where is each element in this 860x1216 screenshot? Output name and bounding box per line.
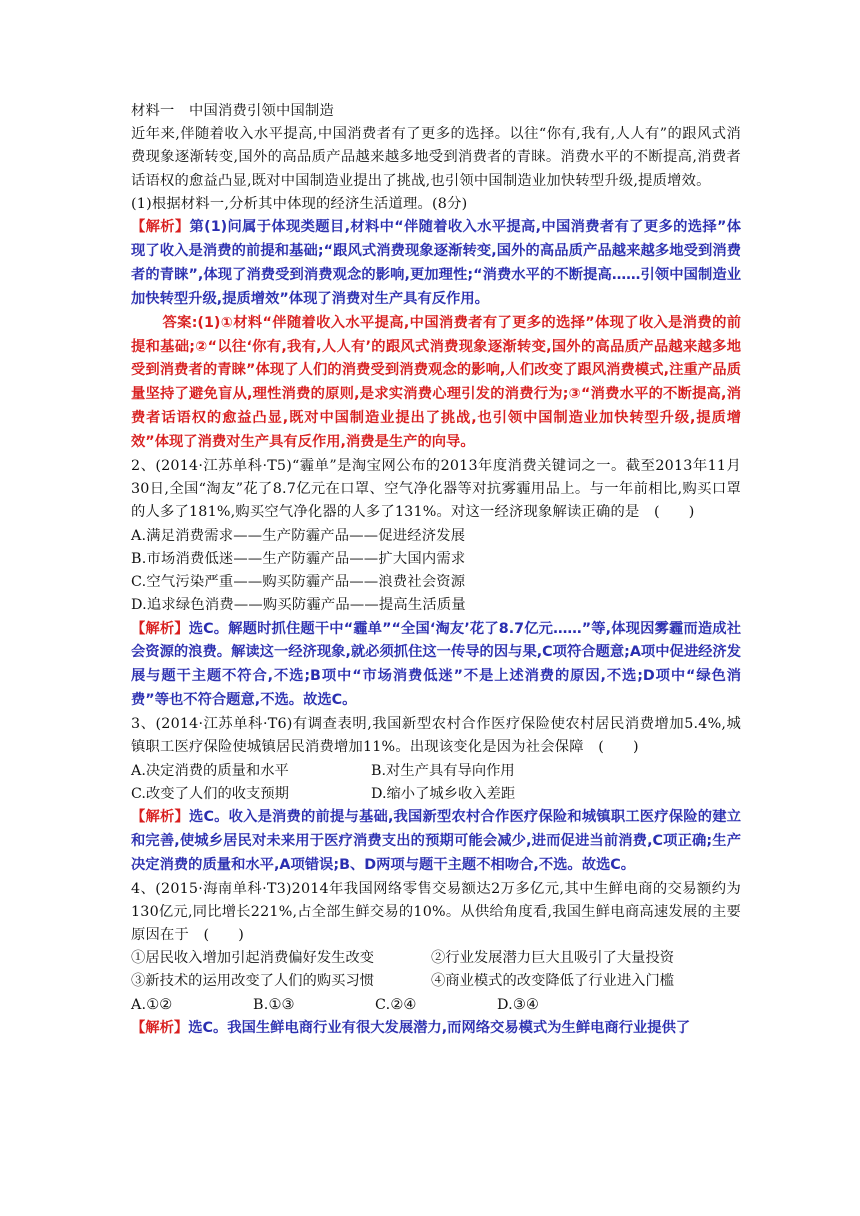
- analysis-tag: 【解析】: [131, 808, 189, 825]
- question-1: (1)根据材料一,分析其中体现的经济生活道理。(8分): [131, 195, 468, 212]
- question-4-option-b: B.①③: [253, 996, 295, 1013]
- material-title: 材料一 中国消费引领中国制造: [131, 103, 334, 119]
- analysis-tag: 【解析】: [131, 1019, 189, 1036]
- question-4-options: [131, 994, 741, 1017]
- analysis-2-text: 选C。解题时抓住题干中“霾单”“全国‘淘友’花了8.7亿元……”等,体现因雾霾而造成社会资源的浪费。解读这一经济现象,就必须抓住这一传导的因与果,C项符合题意;A项中促进经济发展与题干主题不符合,不选;B项中“市场消费低迷”不是上述消费的原因,不选;D项中“绿色消费”等也不符合题意,不选。故选C。: [131, 620, 742, 709]
- analysis-3-text: 选C。收入是消费的前提与基础,我国新型农村合作医疗保险和城镇职工医疗保险的建立和完善,使城乡居民对未来用于医疗消费支出的预期可能会减少,进而促进当前消费,C项正确;生产决定消费的质量和水平,A项错误;B、D两项与题干主题不相吻合,不选。故选C。: [131, 808, 742, 873]
- analysis-3: [131, 806, 741, 878]
- answer-1: 答案:(1)①材料“伴随着收入水平提高,中国消费者有了更多的选择”体现了收入是消费的前提和基础;②“以往‘你有,我有,人人有’的跟风式消费现象逐渐转变,国外的高品质产品越来越多地受到消费者的青睐”体现了人们的消费受到消费观念的影响,人们改变了跟风消费模式,注重产品质量坚持了避免盲从,理性消费的原则,是求实消费心理引发的消费行为;③“消费水平的不断提高,消费者话语权的愈益凸显,既对中国制造业提出了挑战,也引领中国制造业加快转型升级,提质增效”体现了消费对生产具有反作用,消费是生产的向导。: [131, 314, 741, 451]
- question-3-options-row-1: [131, 760, 741, 783]
- question-4-statements-row-1: [131, 947, 741, 970]
- document-page: [131, 100, 741, 1041]
- question-4-stem: 4、(2015·海南单科·T3)2014年我国网络零售交易额达2万多亿元,其中生鲜电商的交易额约为130亿元,同比增长221%,占全部生鲜交易的10%。从供给角度看,我国生鲜电商高速发展的主要原因在于 ( ): [131, 880, 741, 944]
- question-4-statement-3: ③新技术的运用改变了人们的购买习惯: [131, 973, 375, 990]
- question-2-option-d: D.追求绿色消费——购买防霾产品——提高生活质量: [131, 597, 466, 614]
- question-3-option-a: A.决定消费的质量和水平: [131, 762, 289, 779]
- question-4-statement-1: ①居民收入增加引起消费偏好发生改变: [131, 950, 375, 967]
- question-3-option-b: B.对生产具有导向作用: [371, 762, 515, 779]
- analysis-2: [131, 618, 741, 714]
- material-text: 近年来,伴随着收入水平提高,中国消费者有了更多的选择。以往“你有,我有,人人有”的跟风式消费现象逐渐转变,国外的高品质产品越来越多地受到消费者的青睐。消费水平的不断提高,消费者话语权的愈益凸显,既对中国制造业提出了挑战,也引领中国制造业加快转型升级,提质增效。: [131, 126, 741, 189]
- analysis-tag: 【解析】: [131, 620, 189, 637]
- question-4-option-c: C.②④: [375, 996, 417, 1013]
- question-4-option-d: D.③④: [497, 996, 539, 1013]
- analysis-tag: 【解析】: [131, 219, 190, 236]
- question-2-option-b: B.市场消费低迷——生产防霾产品——扩大国内需求: [131, 550, 466, 567]
- question-2-option-a: A.满足消费需求——生产防霾产品——促进经济发展: [131, 527, 466, 544]
- analysis-4-text: 选C。我国生鲜电商行业有很大发展潜力,而网络交易模式为生鲜电商行业提供了: [188, 1019, 691, 1036]
- question-4-statement-4: ④商业模式的改变降低了行业进入门槛: [431, 973, 675, 990]
- question-3-option-d: D.缩小了城乡收入差距: [371, 785, 516, 802]
- question-4-statements-row-2: [131, 970, 741, 993]
- question-4-statement-2: ②行业发展潜力巨大且吸引了大量投资: [431, 950, 675, 967]
- question-2-stem: 2、(2014·江苏单科·T5)“霾单”是淘宝网公布的2013年度消费关键词之一。截至2013年11月30日,全国“淘友”花了8.7亿元在口罩、空气净化器等对抗雾霾用品上。与一年前相比,购买口罩的人多了181%,购买空气净化器的人多了131%。对这一经济现象解读正确的是 ( ): [131, 458, 741, 521]
- analysis-4: [131, 1017, 741, 1041]
- analysis-1: [131, 216, 741, 312]
- question-3-option-c: C.改变了人们的收支预期: [131, 785, 289, 802]
- question-2-option-c: C.空气污染严重——购买防霾产品——浪费社会资源: [131, 574, 466, 591]
- analysis-1-text: 第(1)问属于体现类题目,材料中“伴随着收入水平提高,中国消费者有了更多的选择”体现了收入是消费的前提和基础;“跟风式消费现象逐渐转变,国外的高品质产品越来越多地受到消费者的青睐”,体现了消费受到消费观念的影响,更加理性;“消费水平的不断提高……引领中国制造业加快转型升级,提质增效”体现了消费对生产具有反作用。: [131, 219, 742, 307]
- question-3-stem: 3、(2014·江苏单科·T6)有调查表明,我国新型农村合作医疗保险使农村居民消费增加5.4%,城镇职工医疗保险使城镇居民消费增加11%。出现该变化是因为社会保障 ( ): [131, 716, 741, 756]
- question-4-option-a: A.①②: [131, 996, 173, 1013]
- question-3-options-row-2: [131, 783, 741, 806]
